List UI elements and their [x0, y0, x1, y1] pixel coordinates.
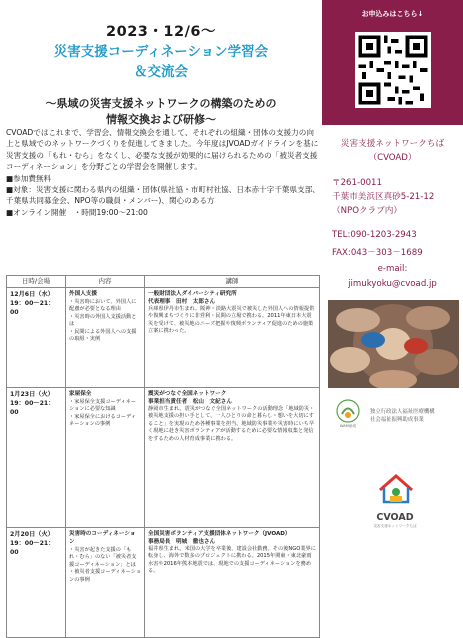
table-row	[7, 528, 320, 638]
speaker-org: 一般財団法人ダイバーシティ研究所	[148, 291, 237, 297]
cell-content	[66, 288, 145, 388]
event-date: 2023・12/6～	[106, 24, 216, 40]
cvoad-logo-name: CVOAD	[376, 512, 414, 523]
speaker-name: 代表理事 田村 太郎さん	[148, 299, 216, 305]
intro-section	[6, 127, 321, 218]
table-row	[7, 288, 320, 388]
address-note: （NPOクラブ内）	[332, 206, 402, 216]
row-date: 12月6日（水）	[10, 291, 54, 298]
tel: TEL:090-1203-2943	[332, 230, 417, 240]
speaker-name: 事業担当責任者 松山 文紀さん	[148, 399, 232, 405]
row-time: 19：00～21：00	[10, 540, 55, 556]
schedule-table	[6, 275, 320, 638]
header-speaker: 講師	[145, 276, 320, 288]
content-line: ・災害時において、外国人に配慮が必要となる理由	[69, 299, 137, 313]
row-time: 19：00～21：00	[10, 300, 55, 316]
content-line: ・災害時の外国人支援活動とは	[69, 313, 137, 328]
cell-speaker	[145, 288, 320, 388]
org-name: 災害支援ネットワークちば	[340, 139, 445, 149]
speaker-bio: 兵庫県伊丹市生まれ。阪神・淡路大震災で被災した外国人への情報提供や復興まちづくりに非営利・民間の立場で携わる。2011年東日本大震災を受けて、被災地のニーズ把握や復興ボランティア促進のための施策立案に携わった。	[148, 306, 315, 335]
speaker-bio: 静岡市生まれ。震災がつなぐ全国ネットワークの活動理念「地域防災・被災地支援の担い手として、一人ひとりの命と暮らし・想いを大切にすること」を実現のため各種事業を担当。地域防災事業や災害時にいち早く現地に赴き災害ボランティアが活動するために必要な情報収集と発信をするための人材育成事業に携わる。	[148, 406, 315, 442]
cell-datetime	[7, 288, 66, 388]
online-note: ■オンライン開催 ・時間19:00～21:00	[6, 207, 148, 217]
cell-speaker	[145, 388, 320, 528]
event-subtitle-line2: 情報交換および研修～	[106, 113, 216, 126]
address: 千葉市美浜区真砂5-21-12	[332, 192, 435, 202]
qr-code-icon[interactable]	[355, 32, 431, 108]
cell-datetime	[7, 388, 66, 528]
row-date: 2月20日（火）	[10, 531, 54, 538]
event-title-line1: 災害支援コーディネーション学習会	[53, 44, 269, 60]
content-title: 災害時のコーディネーション	[69, 531, 136, 545]
cell-datetime	[7, 528, 66, 638]
hands-photo	[328, 300, 459, 388]
cell-content	[66, 528, 145, 638]
cvoad-logo-sub: 災害支援ネットワークちば	[373, 524, 417, 528]
event-title-line2: ＆交流会	[134, 64, 188, 80]
fax: FAX:043－303－1689	[332, 248, 423, 258]
content-title: 家屋保全	[69, 391, 92, 397]
speaker-org: 全国災害ボランティア支援団体ネットワーク（JVOAD）	[148, 531, 291, 537]
funder-name-line1: 独立行政法人福祉医療機構	[370, 409, 435, 415]
wam-caption: WAM助成	[339, 424, 357, 428]
speaker-org: 震災がつなぐ全国ネットワーク	[148, 391, 227, 397]
target-note: ■対象：災害支援に関わる県内の組織・団体(県社協・市町村社協、日本赤十字千葉県支部、千葉県共同募金会、NPO等の職員・メンバー)、関心のある方	[6, 185, 320, 206]
content-line: ・家屋保全におけるコーディネーションの事例	[69, 413, 137, 428]
content-line: ・災害が起きた支援の「もれ・むら」のない「被災者支援コーディネーション」とは	[69, 547, 137, 568]
fee-note: ■参加費無料	[6, 173, 52, 183]
content-line: ・被災者支援コーディネーションの事例	[69, 569, 142, 583]
cell-content	[66, 388, 145, 528]
org-abbr: （CVOAD）	[368, 153, 417, 163]
cvoad-logo-icon	[376, 470, 416, 506]
email-label: e-mail:	[377, 264, 408, 274]
signup-box[interactable]	[322, 0, 463, 125]
speaker-bio: 福井県生まれ。米国の大学を卒業後、建設会社勤務。その後NGO業界に転身し、海外で数多のプロジェクトに携わる。2015年関東・東北豪雨水害や2016年熊本地震では、現地での支援コーディネーションを務める。	[148, 546, 316, 575]
row-date: 1月23日（火）	[10, 391, 54, 398]
row-time: 19：00～21：00	[10, 400, 55, 416]
funder-name-line2: 社会福祉振興助成事業	[370, 417, 424, 423]
funder-name	[370, 408, 462, 424]
wam-logo-icon	[336, 399, 360, 423]
header-datetime: 日時/会場	[7, 276, 66, 288]
table-row	[7, 388, 320, 528]
signup-label: お申込みはこちら↓	[361, 10, 424, 18]
header-content: 内容	[66, 276, 145, 288]
event-subtitle-line1: ～県域の災害支援ネットワークの構築のための	[45, 97, 277, 110]
speaker-name: 事務局長 明城 徹也さん	[148, 539, 216, 545]
table-header-row	[7, 276, 320, 288]
cell-speaker	[145, 528, 320, 638]
intro-paragraph: CVOADではこれまで、学習会、情報交換会を通して、それぞれの組織・団体の支援力の向上と県域でのネットワークづくりを促進してきました。今年度はJVOADガイドラインを基に災害支援の「もれ・むら」をなくし、必要な支援が効果的に届けられるための「被災者支援コーディネーション」を分野ごとの学習会を開催します。	[6, 128, 319, 172]
content-line: ・家屋保全支援コーディネーションに必要な知識	[69, 399, 137, 413]
postal-code: 〒261-0011	[332, 178, 382, 188]
email-link[interactable]: jimukyoku@cvoad.jp	[348, 279, 437, 289]
content-line: ・民間による外国人への支援の取組・実例	[69, 328, 137, 343]
content-title: 外国人支援	[69, 291, 97, 297]
